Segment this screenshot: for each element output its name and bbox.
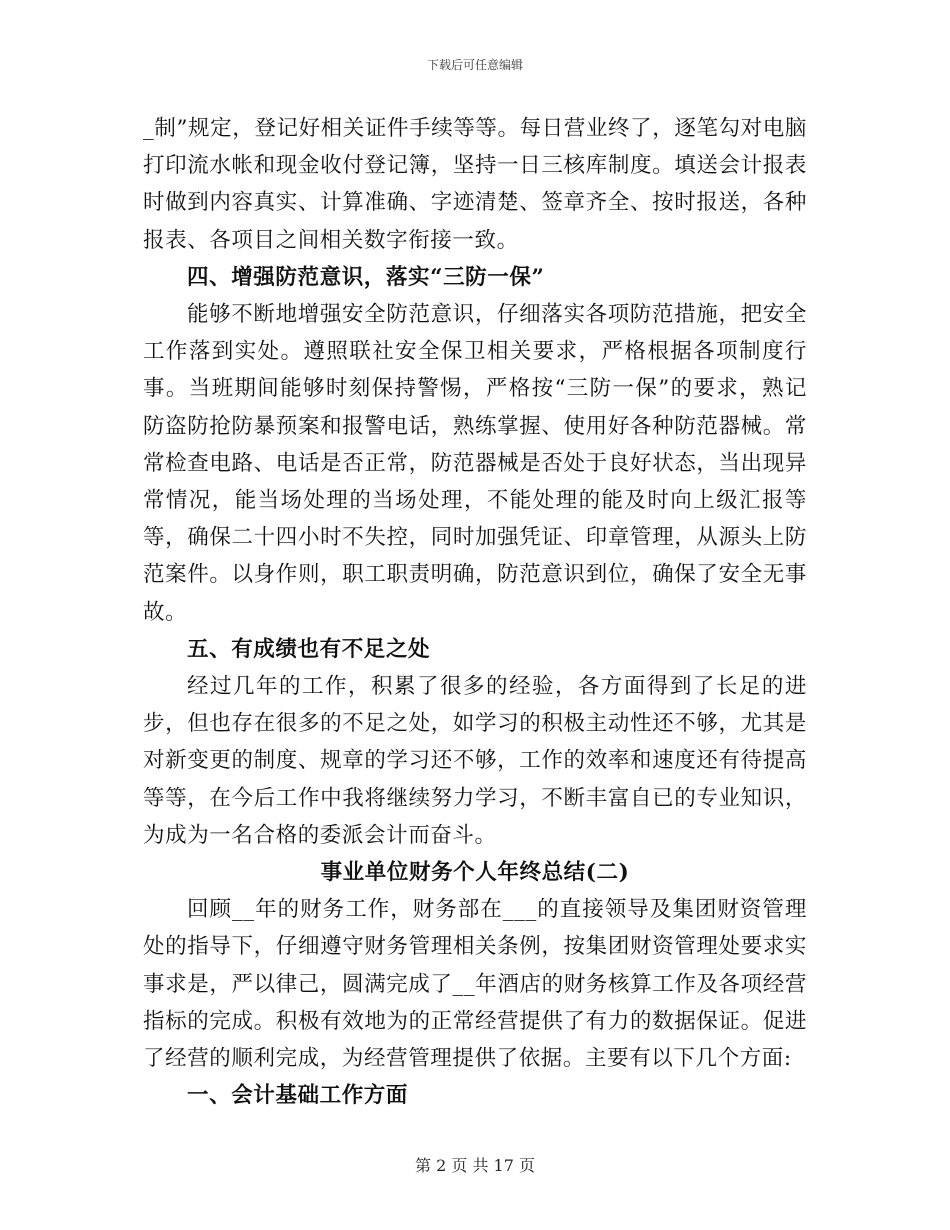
document-section-title: 事业单位财务个人年终总结(二) xyxy=(320,860,630,886)
page-footer: 第 2 页 共 17 页 xyxy=(415,1156,535,1175)
continuation-paragraph: _制”规定，登记好相关证件手续等等。每日营业终了，逐笔勾对电脑打印流水帐和现金收付登记簿，坚持一日三核库制度。填送会计报表时做到内容真实、计算准确、字迹清楚、签章齐全、按时报送，各种报表、各项目之间相关数字衔接一致。 xyxy=(143,116,807,253)
paragraph-shortcomings: 经过几年的工作，积累了很多的经验，各方面得到了长足的进步，但也存在很多的不足之处，如学习的积极主动性还不够，尤其是对新变更的制度、规章的学习还不够，工作的效率和速度还有待提高等等，在今后工作中我将继续努力学习，不断丰富自已的专业知识，为成为一名合格的委派会计而奋斗。 xyxy=(143,674,807,848)
document-body xyxy=(143,110,807,1114)
section-heading-4: 四、增强防范意识，落实“三防一保” xyxy=(187,264,545,290)
paragraph-intro: 回顾__年的财务工作，财务部在___的直接领导及集团财资管理处的指导下，仔细遵守财务管理相关条例，按集团财资管理处要求实事求是，严以律己，圆满完成了__年酒店的财务核算工作及各项经营指标的完成。积极有效地为的正常经营提供了有力的数据保证。促进了经营的顺利完成，为经营管理提供了依据。主要有以下几个方面: xyxy=(143,897,807,1072)
section-heading-5: 五、有成绩也有不足之处 xyxy=(187,636,431,662)
paragraph-security: 能够不断地增强安全防范意识，仔细落实各项防范措施，把安全工作落到实处。遵照联社安全保卫相关要求，严格根据各项制度行事。当班期间能够时刻保持警惕，严格按“三防一保”的要求，熟记防盗防抢防暴预案和报警电话，熟练掌握、使用好各种防范器械。常常检查电路、电话是否正常，防范器械是否处于良好状态，当出现异常情况，能当场处理的当场处理，不能处理的能及时向上级汇报等等，确保二十四小时不失控，同时加强凭证、印章管理，从源头上防范案件。以身作则，职工职责明确，防范意识到位，确保了安全无事故。 xyxy=(143,302,807,625)
page-header-note: 下载后可任意编辑 xyxy=(426,58,523,72)
section-heading-1: 一、会计基础工作方面 xyxy=(187,1083,409,1109)
